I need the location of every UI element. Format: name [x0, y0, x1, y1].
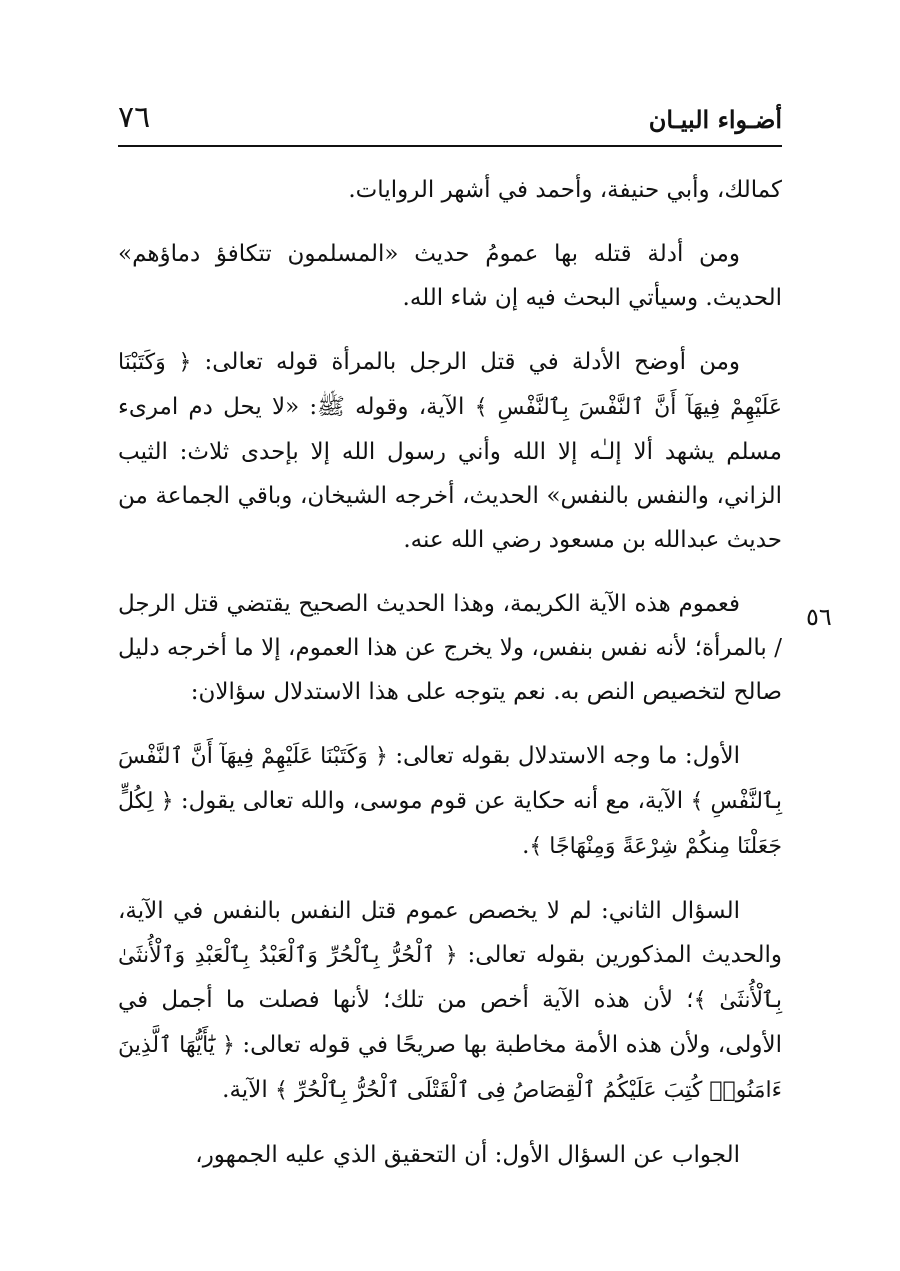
paragraph-7: الجواب عن السؤال الأول: أن التحقيق الذي عليه الجمهور، — [195, 1142, 740, 1168]
paragraph-2: ومن أدلة قتله بها عمومُ حديث «المسلمون تتكافؤ دماؤهم» الحديث. وسيأتي البحث فيه إن شاء الله. — [118, 241, 782, 311]
paragraph-3 — [118, 340, 782, 562]
quran-verse: ﴿ ٱلْحُرُّ بِٱلْحُرِّ وَٱلْعَبْدُ بِٱلْعَبْدِ وَٱلْأُنثَىٰ بِٱلْأُنثَىٰ ﴾ — [118, 943, 783, 1013]
paragraph-4: فعموم هذه الآية الكريمة، وهذا الحديث الصحيح يقتضي قتل الرجل / بالمرأة؛ لأنه نفس بنفس، ولا يخرج عن هذا العموم، إلا ما أخرجه دليل صالح لتخصيص النص به. نعم يتوجه على هذا الاستدلال سؤالان: — [118, 591, 782, 705]
paragraph-5-text-b: الآية، مع أنه حكاية عن قوم موسى، والله تعالى يقول: — [180, 788, 684, 814]
paragraph-5-text-a: الأول: ما وجه الاستدلال بقوله تعالى: — [395, 743, 740, 769]
body-text — [118, 168, 782, 1258]
paragraph-5-text-c: . — [522, 833, 530, 859]
quran-verse: ﴿ يَٰٓأَيُّهَا ٱلَّذِينَ ءَامَنُوا۟ كُتِبَ عَلَيْكُمُ ٱلْقِصَاصُ فِى ٱلْقَتْلَى ٱلْحُرُّ بِٱلْحُرِّ ﴾ — [118, 1033, 782, 1103]
paragraph-1: كمالك، وأبي حنيفة، وأحمد في أشهر الروايات. — [348, 177, 782, 203]
page-number: ٧٦ — [118, 100, 151, 135]
quran-verse: ﴿ لِكُلٍّ جَعَلْنَا مِنكُمْ شِرْعَةً وَمِنْهَاجًا ﴾ — [118, 789, 782, 859]
quran-verse: ﴿ وَكَتَبْنَا عَلَيْهِمْ فِيهَآ أَنَّ ٱلنَّفْسَ بِٱلنَّفْسِ ﴾ — [118, 744, 782, 814]
header-rule — [118, 145, 782, 147]
paragraph-6-text-b: ؛ لأن هذه الآية أخص من تلك؛ لأنها فصلت ما أجمل في الأولى، ولأن هذه الأمة مخاطبة بها صريحًا في قوله تعالى: — [118, 987, 783, 1058]
paragraph-3-text-b: الآية، وقوله ﷺ: «لا يحل دم امرىء مسلم يشهد ألا إلـٰه إلا الله وأني رسول الله إلا بإحدى ثلاث: الثيب الزاني، والنفس بالنفس» الحديث، أخرجه الشيخان، وباقي الجماعة من حديث عبدالله بن مسعود رضي الله عنه. — [118, 394, 782, 553]
running-title: أضـواء البيـان — [648, 105, 782, 134]
paragraph-6-text-c: الآية. — [222, 1077, 268, 1103]
margin-page-marker: ٥٦ — [806, 603, 832, 631]
quran-verse: ﴿ وَكَتَبْنَا عَلَيْهِمْ فِيهَآ أَنَّ ٱلنَّفْسَ بِٱلنَّفْسِ ﴾ — [118, 350, 782, 420]
paragraph-3-text-a: ومن أوضح الأدلة في قتل الرجل بالمرأة قوله تعالى: — [204, 349, 740, 375]
paragraph-6 — [118, 889, 782, 1113]
paragraph-6-text-a: السؤال الثاني: لم لا يخصص عموم قتل النفس بالنفس في الآية، والحديث المذكورين بقوله تعالى: — [118, 898, 782, 968]
paragraph-5 — [118, 734, 782, 869]
